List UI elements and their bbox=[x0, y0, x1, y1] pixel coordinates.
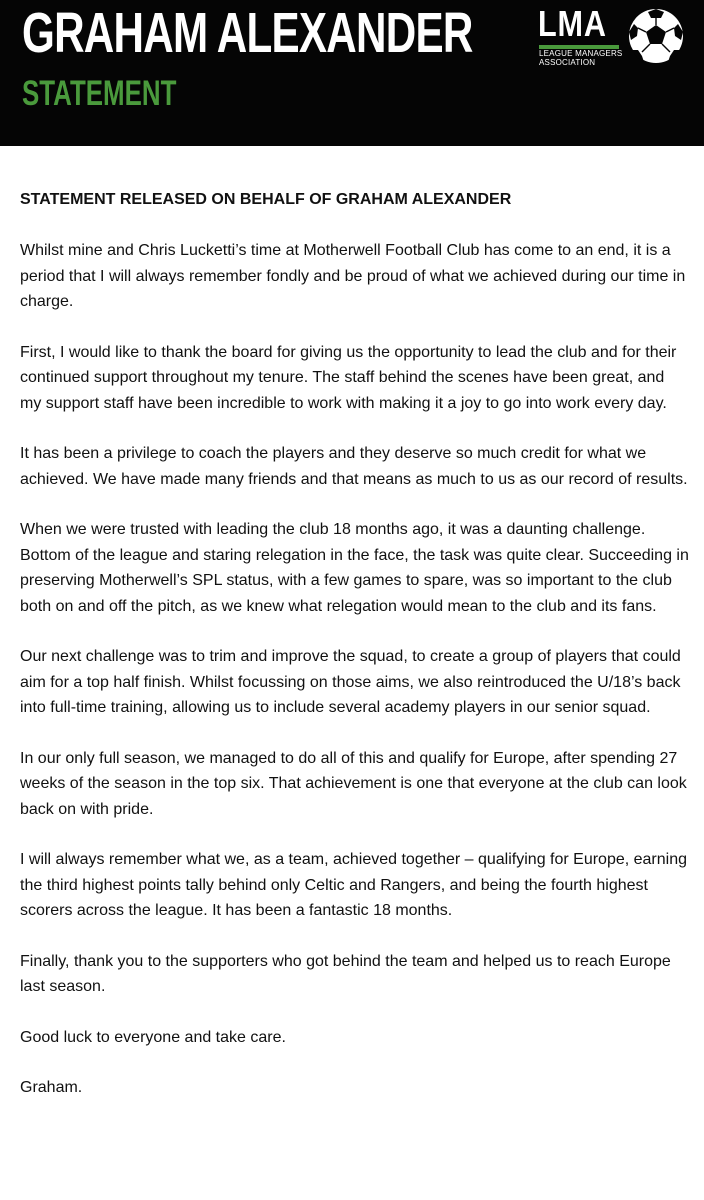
paragraph: In our only full season, we managed to do all of this and qualify for Europe, after spending 27 weeks of the season in the top six. That achievement is one that everyone at the club can look back on with pride. bbox=[20, 749, 687, 818]
logo-acronym: LMA bbox=[538, 3, 607, 44]
paragraph: First, I would like to thank the board for giving us the opportunity to lead the club and for their continued support throughout my tenure. The staff behind the scenes have been great, and my support staff have been incredible to work with making it a joy to go into work every day. bbox=[20, 343, 677, 412]
football-icon bbox=[626, 6, 686, 66]
logo-caption bbox=[539, 50, 622, 67]
paragraph: Our next challenge was to trim and improve the squad, to create a group of players that could aim for a top half finish. Whilst focussing on those aims, we also reintroduced the U/18’s back into full-time training, allowing us to include several academy players in our senior squad. bbox=[20, 648, 681, 716]
header-subtitle: STATEMENT bbox=[22, 74, 177, 113]
logo-caption-line2: ASSOCIATION bbox=[539, 57, 596, 67]
lma-logo bbox=[538, 3, 686, 67]
statement-heading: STATEMENT RELEASED ON BEHALF OF GRAHAM ALEXANDER bbox=[20, 191, 512, 208]
header-banner bbox=[0, 0, 704, 146]
logo-caption-line1: LEAGUE MANAGERS bbox=[539, 49, 623, 58]
paragraph: When we were trusted with leading the club 18 months ago, it was a daunting challenge. Bottom of the league and staring relegation in the face, the task was quite clear. Succeeding in preserving Motherwell’s SPL status, with a few games to spare, was so important to the club both on and off the pitch, as we knew what relegation would mean to the club and its fans. bbox=[20, 521, 689, 615]
paragraph: I will always remember what we, as a team, achieved together – qualifying for Europe, earning the third highest points tally behind only Celtic and Rangers, and being the fourth highest scorers across the league. It has been a fantastic 18 months. bbox=[20, 851, 688, 919]
paragraph: Whilst mine and Chris Lucketti’s time at Motherwell Football Club has come to an end, it is a period that I will always remember fondly and be proud of what we achieved during our time in charge. bbox=[20, 242, 686, 310]
header-name: GRAHAM ALEXANDER bbox=[22, 1, 473, 65]
paragraph: It has been a privilege to coach the players and they deserve so much credit for what we achieved. We have made many friends and that means as much to us as our record of results. bbox=[20, 445, 688, 488]
paragraph: Good luck to everyone and take care. bbox=[20, 1028, 286, 1046]
statement-body bbox=[20, 190, 690, 1126]
signature: Graham. bbox=[20, 1079, 83, 1096]
paragraph: Finally, thank you to the supporters who got behind the team and helped us to reach Europe last season. bbox=[20, 952, 671, 995]
